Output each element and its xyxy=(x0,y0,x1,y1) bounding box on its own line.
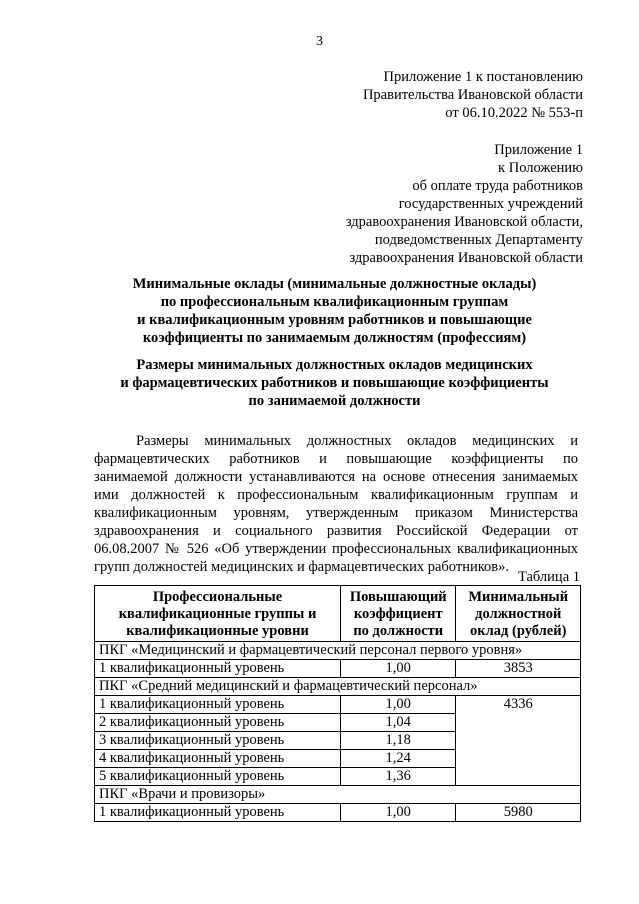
heading-line: Минимальные оклады (минимальные должностные оклады) xyxy=(132,276,537,292)
coefficient-value: 1,18 xyxy=(341,732,456,750)
qualification-level: 1 квалификационный уровень xyxy=(95,696,341,714)
heading-line: по профессиональным квалификационным группам xyxy=(160,294,509,310)
coefficient-value: 1,36 xyxy=(341,768,456,786)
intro-line: 06.08.2007 № 526 «Об утверждении профессиональных квалификационных xyxy=(94,541,578,557)
heading-line: Размеры минимальных должностных окладов медицинских xyxy=(136,357,533,373)
table-group-row xyxy=(95,642,581,660)
group-title: ПКГ «Средний медицинский и фармацевтический персонал» xyxy=(95,678,581,696)
intro-line: здравоохранения и социального развития Российской Федерации от xyxy=(94,523,578,539)
qualification-level: 2 квалификационный уровень xyxy=(95,714,341,732)
header-coefficient: Повышающий коэффициент по должности xyxy=(341,586,456,642)
intro-line: квалификационным уровням, утвержденным приказом Министерства xyxy=(94,505,578,521)
intro-line: фармацевтических работников и повышающие коэффициенты по xyxy=(94,451,578,467)
table-row xyxy=(95,696,581,714)
heading-line: коэффициенты по занимаемым должностям (профессиям) xyxy=(142,330,527,346)
appendix-line: Правительства Ивановской области xyxy=(362,87,583,103)
appendix-regulation-block xyxy=(346,141,583,267)
header-minimum-salary: Минимальный должностной оклад (рублей) xyxy=(456,586,581,642)
qualification-level: 3 квалификационный уровень xyxy=(95,732,341,750)
heading-line: и фармацевтических работников и повышающие коэффициенты xyxy=(120,375,549,391)
appendix-line: к Положению xyxy=(498,160,583,176)
table-group-row xyxy=(95,678,581,696)
heading-line: и квалификационным уровням работников и повышающие xyxy=(137,312,532,328)
main-heading xyxy=(72,275,597,347)
table-caption: Таблица 1 xyxy=(517,569,580,585)
table-group-row xyxy=(95,786,581,804)
appendix-decree-block xyxy=(363,68,583,122)
header-qualification-groups: Профессиональные квалификационные группы и квалификационные уровни xyxy=(95,586,341,642)
appendix-line: Приложение 1 xyxy=(494,142,583,158)
group-title: ПКГ «Медицинский и фармацевтический персонал первого уровня» xyxy=(95,642,581,660)
salary-value: 3853 xyxy=(456,660,581,678)
intro-line: Размеры минимальных должностных окладов медицинских и xyxy=(136,433,578,449)
appendix-line: государственных учреждений xyxy=(398,196,583,212)
qualification-level: 5 квалификационный уровень xyxy=(95,768,341,786)
intro-line: занимаемой должности устанавливаются на основе отнесения занимаемых xyxy=(94,469,578,485)
qualification-level: 1 квалификационный уровень xyxy=(95,660,341,678)
coefficient-value: 1,00 xyxy=(341,804,456,822)
appendix-line: здравоохранения Ивановской области xyxy=(349,250,583,266)
group-title: ПКГ «Врачи и провизоры» xyxy=(95,786,581,804)
salary-value: 4336 xyxy=(456,696,581,786)
appendix-line: Приложение 1 к постановлению xyxy=(383,69,583,85)
table-row xyxy=(95,804,581,822)
intro-paragraph xyxy=(94,432,578,576)
appendix-line: об оплате труда работников xyxy=(412,178,583,194)
table-row xyxy=(95,660,581,678)
heading-line: по занимаемой должности xyxy=(248,393,421,409)
coefficient-value: 1,00 xyxy=(341,660,456,678)
page-number: 3 xyxy=(316,34,323,49)
coefficient-value: 1,00 xyxy=(341,696,456,714)
intro-line: групп должностей медицинских и фармацевтических работников». xyxy=(94,559,510,575)
qualification-level: 1 квалификационный уровень xyxy=(95,804,341,822)
qualification-level: 4 квалификационный уровень xyxy=(95,750,341,768)
appendix-line: подведомственных Департаменту xyxy=(374,232,583,248)
sub-heading xyxy=(72,356,597,410)
appendix-line: от 06.10.2022 № 553-п xyxy=(445,105,583,121)
salary-value: 5980 xyxy=(456,804,581,822)
intro-line: ими должностей к профессиональным квалификационным группам и xyxy=(94,487,578,503)
coefficient-value: 1,04 xyxy=(341,714,456,732)
table-header-row xyxy=(95,586,581,642)
appendix-line: здравоохранения Ивановской области, xyxy=(345,214,583,230)
coefficient-value: 1,24 xyxy=(341,750,456,768)
salary-table xyxy=(94,585,581,822)
